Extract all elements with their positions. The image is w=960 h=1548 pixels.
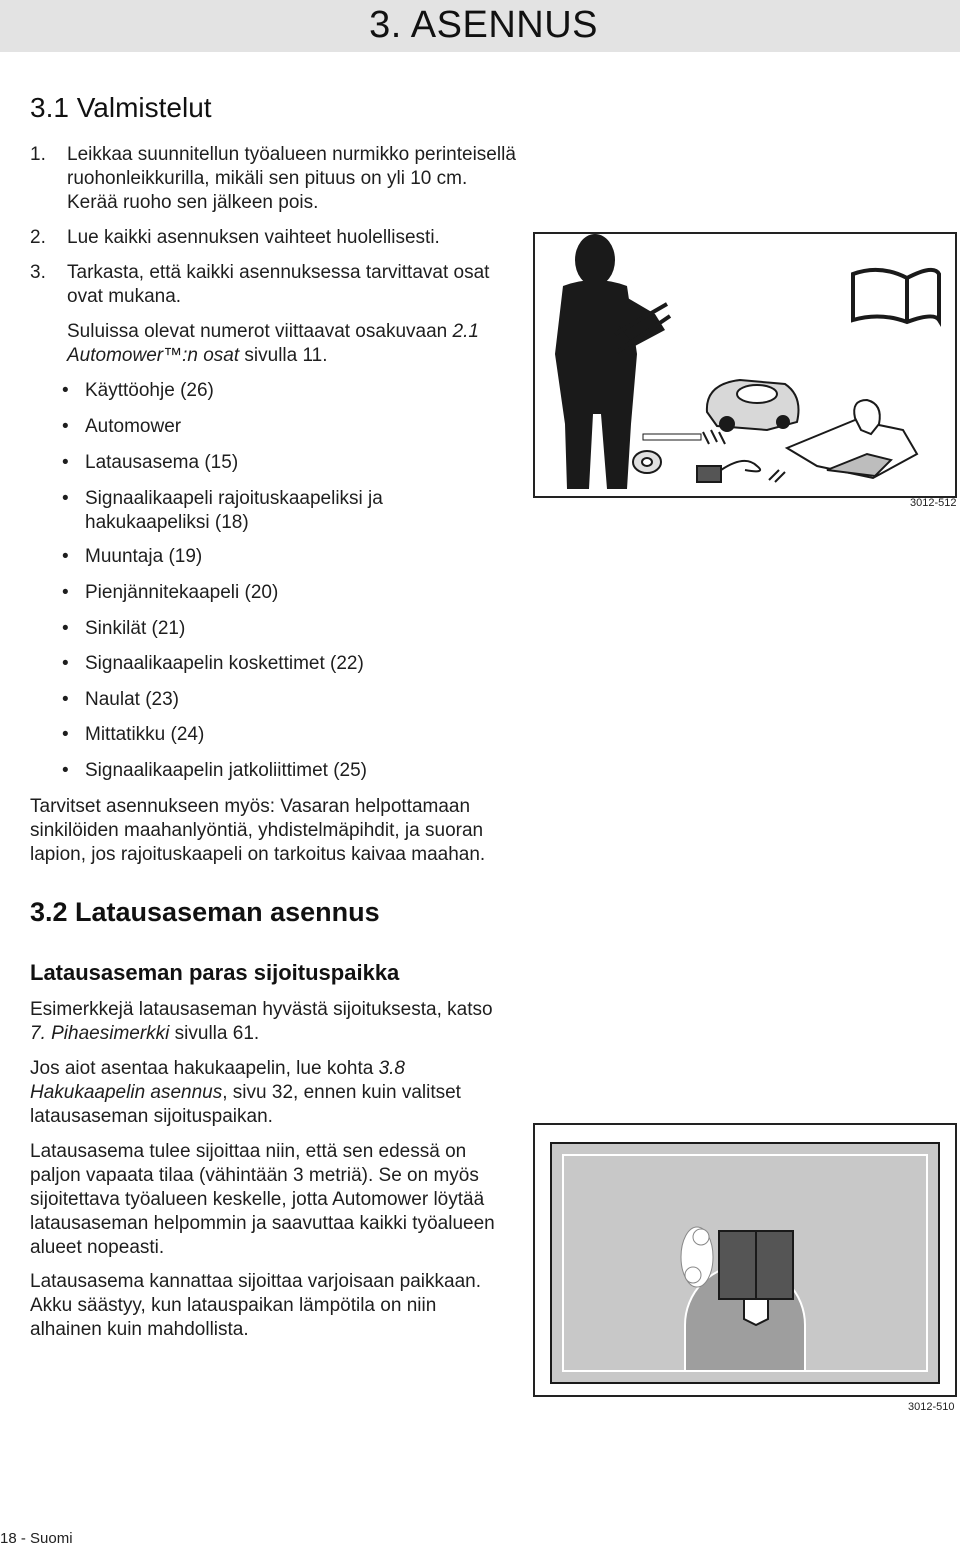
- parts-list-item-text: Signaalikaapelin jatkoliittimet (25): [85, 760, 367, 781]
- bullet-icon: •: [62, 760, 69, 781]
- paragraph-free-space: Latausasema tulee sijoittaa niin, että sen edessä on paljon vapaata tilaa (vähintään 3 metriä). Se on myös sijoitettava työalueen keskelle, jotta Automower löytää latausaseman helpommin ja saavuttaa kaikki työalueen alueet nopeasti.: [30, 1141, 495, 1258]
- step-number: 2.: [30, 227, 46, 248]
- cross-reference: 3.8 Hakukaapelin asennus: [30, 1058, 405, 1103]
- nails-icon: [769, 470, 785, 482]
- tools-paragraph: Tarvitset asennukseen myös: Vasaran helpottamaan sinkilöiden maahanlyöntiä, yhdistelmäpihdit, ja suoran lapion, jos rajoituskaapeli on tarkoitus kaivaa maahan.: [30, 796, 486, 865]
- shrub-icon: [681, 1227, 713, 1287]
- paragraph-text: sivulla 61.: [169, 1023, 260, 1044]
- parts-list-item-text: Käyttöohje (26): [85, 380, 214, 401]
- bullet-icon: •: [62, 582, 69, 603]
- paragraph-examples: [30, 998, 510, 1046]
- paragraph-guide-wire: [30, 1057, 500, 1129]
- charging-station-icon: [744, 1299, 768, 1325]
- parts-list-item-text: Automower: [85, 416, 182, 437]
- section-heading-preparation: 3.1 Valmistelut: [30, 92, 212, 123]
- parts-list-item: [62, 379, 522, 403]
- parts-list-item: [62, 451, 522, 475]
- bullet-icon: •: [62, 546, 69, 567]
- parts-list-item-text: Naulat (23): [85, 689, 179, 710]
- parts-list-item-text: Pienjännitekaapeli (20): [85, 582, 279, 603]
- chapter-title: 3. ASENNUS: [369, 4, 598, 46]
- paragraph-text: Esimerkkejä latausaseman hyvästä sijoituksesta, katso: [30, 999, 493, 1020]
- pegs-icon: [703, 430, 725, 444]
- step-item: [30, 143, 520, 215]
- installation-kit-figure: [533, 232, 957, 498]
- reference-note-link: 2.1 Automower™:n osat: [67, 321, 479, 366]
- paragraph-text: , sivu 32, ennen kuin valitset latausaseman sijoituspaikan.: [30, 1082, 461, 1127]
- parts-list-item: [62, 759, 522, 783]
- step-item: [30, 261, 520, 309]
- parts-list-item-text: Latausasema (15): [85, 452, 239, 473]
- parts-list-item: [62, 617, 522, 641]
- bullet-icon: •: [62, 653, 69, 674]
- charging-station-icon: [787, 400, 917, 478]
- manual-book-icon: [853, 270, 939, 322]
- parts-list-item: [62, 581, 522, 605]
- bullet-icon: •: [62, 724, 69, 745]
- bullet-icon: •: [62, 452, 69, 473]
- wire-spool-icon: [633, 451, 661, 473]
- bullet-icon: •: [62, 380, 69, 401]
- bullet-icon: •: [62, 689, 69, 710]
- placement-diagram: [535, 1125, 955, 1395]
- placement-diagram-figure: [533, 1123, 957, 1397]
- parts-list-item: [62, 688, 522, 712]
- reference-note-suffix: sivulla 11.: [239, 345, 328, 366]
- installation-kit-illustration: [535, 234, 955, 496]
- parts-list-item-text: Mittatikku (24): [85, 724, 205, 745]
- paragraph-shade: Latausasema kannattaa sijoittaa varjoisaan paikkaan. Akku säästyy, kun latauspaikan lämpötila on niin alhainen kuin mahdollista.: [30, 1271, 482, 1340]
- parts-list-item: [62, 487, 412, 535]
- parts-list-item: [62, 415, 522, 439]
- bullet-icon: •: [62, 416, 69, 437]
- measuring-stick-icon: [643, 434, 701, 440]
- parts-list-item: [62, 652, 522, 676]
- step-number: 1.: [30, 144, 46, 165]
- transformer-icon: [697, 461, 760, 482]
- bullet-icon: •: [62, 618, 69, 639]
- step-text: Tarkasta, että kaikki asennuksessa tarvittavat osat ovat mukana.: [67, 262, 490, 307]
- parts-list-item-text: Muuntaja (19): [85, 546, 203, 567]
- figure-code: 3012-512: [910, 497, 957, 509]
- chapter-header-bar: [0, 0, 960, 52]
- step-item: [30, 226, 520, 250]
- bullet-icon: •: [62, 488, 69, 509]
- figure-code: 3012-510: [908, 1401, 955, 1413]
- parts-list-item: [62, 545, 522, 569]
- parts-list-item-text: Sinkilät (21): [85, 618, 186, 639]
- page-footer: 18 - Suomi: [0, 1530, 73, 1547]
- reference-note-prefix: Suluissa olevat numerot viittaavat osakuvaan: [67, 321, 453, 342]
- subheading-best-location: Latausaseman paras sijoituspaikka: [30, 960, 400, 985]
- robotic-mower-icon: [707, 380, 799, 431]
- cross-reference: 7. Pihaesimerkki: [30, 1023, 170, 1044]
- reference-note: [67, 320, 507, 368]
- step-text: Lue kaikki asennuksen vaihteet huolellisesti.: [67, 227, 440, 248]
- parts-list-item-text: Signaalikaapeli rajoituskaapeliksi ja hakukaapeliksi (18): [85, 488, 383, 533]
- step-text: Leikkaa suunnitellun työalueen nurmikko perinteisellä ruohonleikkurilla, mikäli sen pituus on yli 10 cm. Kerää ruoho sen jälkeen pois.: [67, 144, 516, 213]
- parts-list-item: [62, 723, 522, 747]
- parts-list-item-text: Signaalikaapelin koskettimet (22): [85, 653, 364, 674]
- section-heading-charging-station: 3.2 Latausaseman asennus: [30, 897, 380, 927]
- paragraph-text: Jos aiot asentaa hakukaapelin, lue kohta: [30, 1058, 379, 1079]
- step-number: 3.: [30, 262, 46, 283]
